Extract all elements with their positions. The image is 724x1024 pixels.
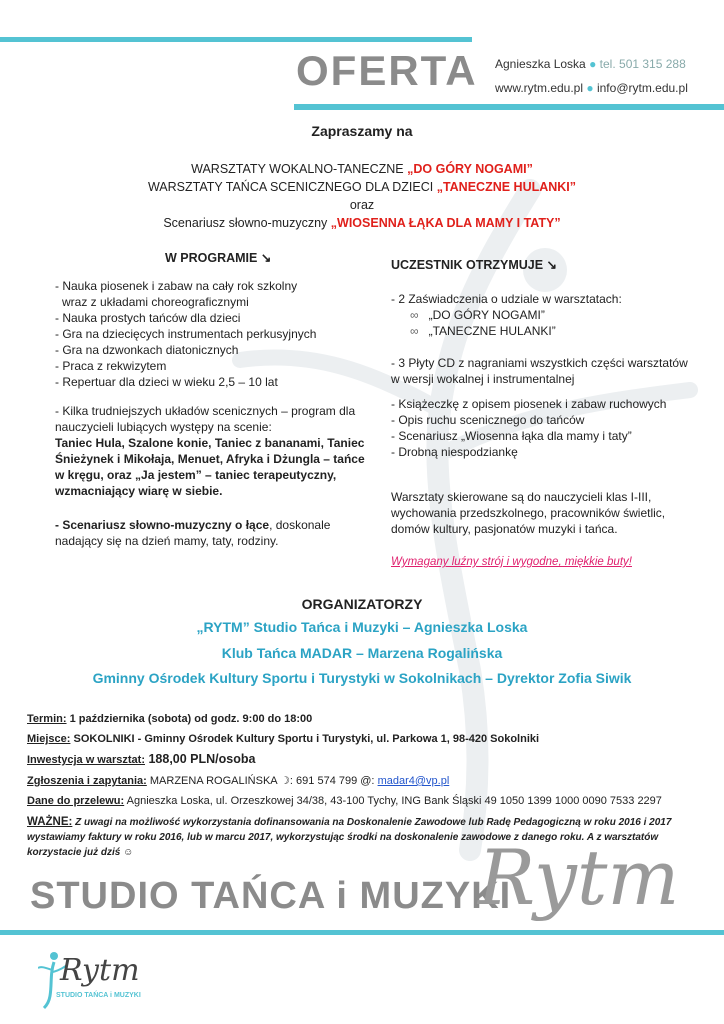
intro-line-4-text: Scenariusz słowno-muzyczny	[163, 216, 328, 230]
list-item: - Repertuar dla dzieci w wieku 2,5 – 10 lat	[55, 375, 278, 389]
organizer-gok: Gminny Ośrodek Kultury Sportu i Turystyki w Sokolnikach – Dyrektor Zofia Siwik	[92, 670, 632, 686]
list-item	[410, 307, 690, 323]
logo-text: Rytm	[60, 953, 140, 988]
contact-tel: tel. 501 315 288	[599, 57, 686, 71]
intro-line-2-title: „TANECZNE HULANKI”	[436, 180, 577, 194]
cost-value: 188,00 PLN/osoba	[145, 752, 256, 766]
footer-studio-title: STUDIO TAŃCA i MUZYKI	[30, 875, 512, 917]
intro-line-1-title: „DO GÓRY NOGAMI”	[407, 162, 533, 176]
intro-line-2-text: WARSZTATY TAŃCA SCENICZNEGO DLA DZIECI	[147, 180, 434, 194]
cost-label: Inwestycja w warsztat:	[27, 754, 145, 766]
contact-web[interactable]: www.rytm.edu.pl	[495, 81, 584, 95]
cert-item-text: „DO GÓRY NOGAMI”	[428, 308, 545, 322]
registration-email-link[interactable]: madar4@vp.pl	[377, 775, 450, 787]
list-item: - Książeczkę z opisem piosenek i zabaw ruchowych	[391, 397, 667, 411]
participant-list	[391, 396, 691, 460]
important-label: WAŻNE:	[27, 816, 73, 828]
list-item: - Drobną niespodziankę	[391, 445, 518, 459]
list-item: - Nauka piosenek i zabaw na cały rok szkolny	[55, 279, 298, 293]
header-accent-bar	[294, 104, 724, 110]
intro-line-3: oraz	[349, 198, 375, 212]
participant-cd: - 3 Płyty CD z nagraniami wszystkich części warsztatów w wersji wokalnej i instrumentalnej	[391, 356, 688, 386]
participant-cert-list	[410, 307, 690, 339]
program-para-2-dances: Taniec Hula, Szalone konie, Taniec z bananami, Taniec Śnieżynek i Mikołaja, Menuet, Afryka i Dżungla – tańce w kręgu, oraz „Ja jestem” – taniec terapeutyczny, wzmacniający wiarę w siebie.	[55, 436, 365, 498]
intro-line-1	[0, 161, 724, 178]
list-item: - Opis ruchu scenicznego do tańców	[391, 413, 585, 427]
program-para-3-bold: - Scenariusz słowno-muzyczny o łące	[55, 518, 270, 532]
footer-accent-bar	[0, 930, 724, 935]
place-value: SOKOLNIKI - Gminny Ośrodek Kultury Sportu i Turystyki, ul. Parkowa 1, 98-420 Sokolniki	[70, 733, 540, 745]
list-item: - Gra na dzwonkach diatonicznych	[55, 343, 239, 357]
top-accent-bar	[0, 37, 472, 42]
term-row	[27, 712, 707, 727]
page-title: OFERTA	[296, 47, 478, 94]
place-label: Miejsce:	[27, 733, 71, 745]
participant-target: Warsztaty skierowane są do nauczycieli klas I-III, wychowania przedszkolnego, pracowników świetlic, domów kultury, pasjonatów muzyki i tańca.	[391, 490, 666, 536]
important-value: Z uwagi na możliwość wykorzystania dofinansowania na Doskonalenie Zawodowe lub Radę Pedagogiczną w roku 2016 i 2017 wystawiamy faktury w roku 2016, lub w marcu 2017, wykorzystując środki na doskonalenie zawodowe z danego roku. A z warsztatów korzystacie już dziś ☺	[27, 817, 672, 858]
logo-subtitle: STUDIO TAŃCA i MUZYKI	[56, 992, 141, 999]
term-value: 1 października (sobota) od godz. 9:00 do 18:00	[66, 713, 313, 725]
bullet-icon: ●	[586, 81, 594, 95]
program-para-2-text: - Kilka trudniejszych układów scenicznych – program dla nauczycieli lubiących występy na scenie:	[55, 404, 356, 434]
program-para-3-text: , doskonale nadający się na dzień mamy, taty, rodziny.	[55, 518, 331, 548]
bullet-icon: ●	[589, 57, 597, 71]
organizer-rytm: „RYTM” Studio Tańca i Muzyki – Agnieszka Loska	[196, 619, 528, 635]
intro-line-4	[0, 215, 724, 232]
program-list	[55, 278, 375, 390]
list-item	[410, 323, 690, 339]
rytm-logo	[38, 950, 148, 1010]
intro-line-2	[0, 179, 724, 196]
list-item: - Nauka prostych tańców dla dzieci	[55, 311, 241, 325]
transfer-label: Dane do przelewu:	[27, 795, 125, 807]
registration-value: MARZENA ROGALIŃSKA ☽: 691 574 799 @:	[146, 775, 378, 787]
list-item: - Gra na dziecięcych instrumentach perkusyjnych	[55, 327, 317, 341]
intro-line-1-text: WARSZTATY WOKALNO-TANECZNE	[191, 162, 404, 176]
cert-item-text: „TANECZNE HULANKI”	[428, 324, 556, 338]
registration-row	[27, 774, 707, 789]
list-item: - Praca z rekwizytem	[55, 359, 167, 373]
participant-heading: UCZESTNIK OTRZYMUJE ↘	[391, 258, 558, 272]
contact-name: Agnieszka Loska	[495, 57, 586, 71]
contact-email[interactable]: info@rytm.edu.pl	[596, 81, 688, 95]
intro-heading: Zapraszamy na	[311, 123, 413, 139]
contact-block	[495, 55, 720, 97]
organizers-heading: ORGANIZATORZY	[301, 596, 423, 612]
list-item: - Scenariusz „Wiosenna łąka dla mamy i taty”	[391, 429, 632, 443]
infinity-icon: ∞	[410, 324, 419, 338]
place-row	[27, 732, 707, 747]
program-para-3	[55, 517, 373, 549]
program-para-2	[55, 403, 375, 499]
participant-note: Wymagany luźny strój i wygodne, miękkie buty!	[391, 556, 632, 568]
program-heading: W PROGRAMIE ↘	[165, 251, 272, 265]
term-label: Termin:	[27, 713, 67, 725]
transfer-row	[27, 794, 707, 809]
registration-label: Zgłoszenia i zapytania:	[27, 775, 147, 787]
cost-row	[27, 752, 707, 768]
transfer-value: Agnieszka Loska, ul. Orzeszkowej 34/38, 43-100 Tychy, ING Bank Śląski 49 1050 1399 1000 0090 7533 2297	[124, 795, 662, 807]
organizer-madar: Klub Tańca MADAR – Marzena Rogalińska	[221, 645, 503, 661]
rytm-script-logo: Rytm	[478, 833, 680, 922]
list-item: wraz z układami choreograficznymi	[62, 295, 249, 309]
participant-cert: - 2 Zaświadczenia o udziale w warsztatach:	[391, 292, 622, 306]
intro-line-4-title: „WIOSENNA ŁĄKA DLA MAMY I TATY”	[330, 216, 561, 230]
infinity-icon: ∞	[410, 308, 419, 322]
